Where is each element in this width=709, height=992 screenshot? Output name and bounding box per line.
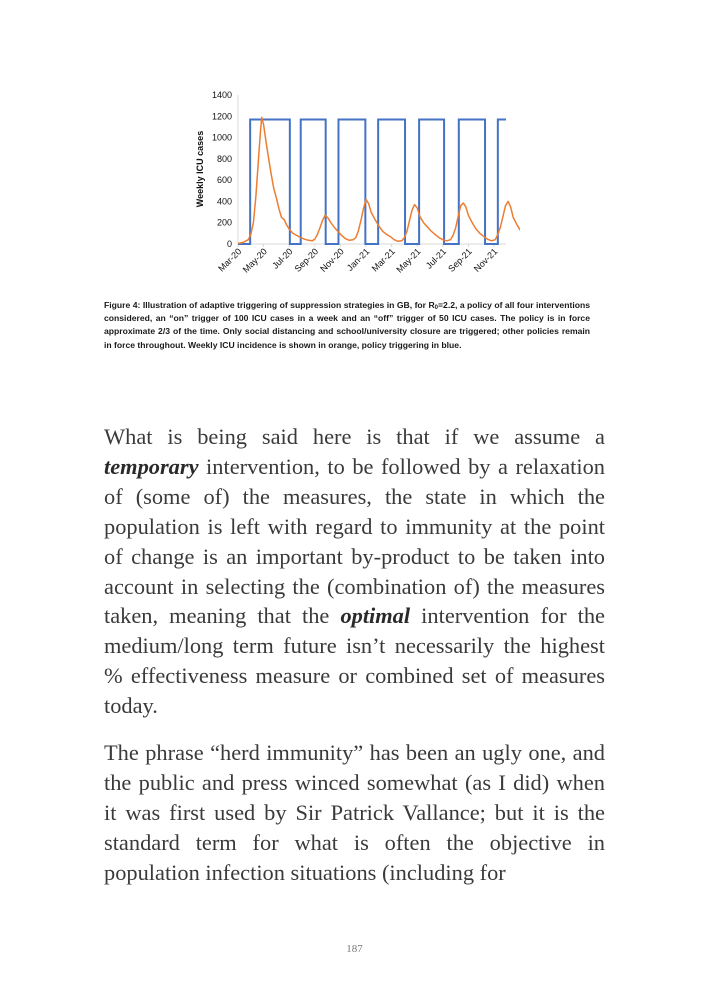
y-tick-label: 1200: [211, 111, 232, 122]
y-axis: [212, 90, 238, 249]
y-tick-label: 400: [216, 196, 232, 207]
p1-text-a: What is being said here is that if we assume a: [104, 424, 605, 449]
x-tick-label: Mar-21: [369, 246, 398, 274]
y-tick-label: 1400: [211, 90, 232, 100]
caption-text-1: Illustration of adaptive triggering of suppression strategies in GB, for R: [142, 300, 435, 310]
x-tick-label: Jan-21: [344, 246, 372, 273]
x-tick-label: Nov-20: [318, 246, 346, 274]
caption-text-2: =2.2, a policy of all four interventions considered, an “on” trigger of 100 ICU cases in a week and an “off” trigger of 50 ICU cases. The policy is in force approximate 2/3 of the time. Only social distancing and school/university closure are triggered; other policies remain in force throughout. Weekly ICU incidence is shown in orange, policy triggering in blue.: [104, 300, 590, 350]
caption-subscript: 0: [434, 305, 439, 311]
caption-label: Figure 4:: [104, 300, 141, 310]
p1-emphasis-temporary: temporary: [104, 453, 199, 479]
x-tick-label: Sep-21: [446, 246, 474, 274]
body-paragraph-1: [104, 422, 605, 721]
p1-emphasis-optimal: optimal: [340, 603, 411, 629]
y-tick-label: 600: [216, 175, 232, 186]
body-paragraph-2: [104, 738, 605, 888]
y-tick-label: 0: [226, 239, 232, 249]
y-axis-title: Weekly ICU cases: [195, 130, 205, 208]
y-tick-label: 800: [216, 153, 232, 164]
policy-triggering-series: [238, 119, 506, 244]
y-tick-label: 200: [216, 217, 232, 228]
figure-caption: [104, 299, 590, 352]
x-tick-label: Mar-20: [216, 246, 244, 274]
x-axis: [216, 244, 506, 275]
p2-text: The phrase “herd immunity” has been an ugly one, and the public and press winced somewhat (as I did) when it was first used by Sir Patrick Vallance; but it is the standard term for what is often the objective in population infection situations (including for: [104, 740, 605, 885]
y-tick-label: 1000: [211, 132, 232, 143]
page-number: 187: [346, 943, 363, 955]
x-tick-label: May-21: [394, 246, 423, 275]
x-tick-label: Sep-20: [292, 246, 321, 274]
x-tick-label: Jul-21: [423, 246, 449, 271]
p1-text-b: intervention, to be followed by a relaxation of (some of) the measures, the state in which the population is left with regard to immunity at the point of change is an important by-product to be taken into account in selecting the (combination of) the measures taken, meaning that the: [104, 453, 605, 629]
figure-4-chart: [190, 84, 520, 290]
x-tick-label: May-20: [240, 246, 270, 275]
p1-text-c: intervention for the medium/long term future isn’t necessarily the highest % effectiveness measure or combined set of measures today.: [104, 603, 605, 719]
x-tick-label: Nov-21: [471, 246, 500, 274]
x-tick-label: Jul-20: [270, 246, 295, 271]
icu-trigger-line-chart: [190, 84, 520, 290]
